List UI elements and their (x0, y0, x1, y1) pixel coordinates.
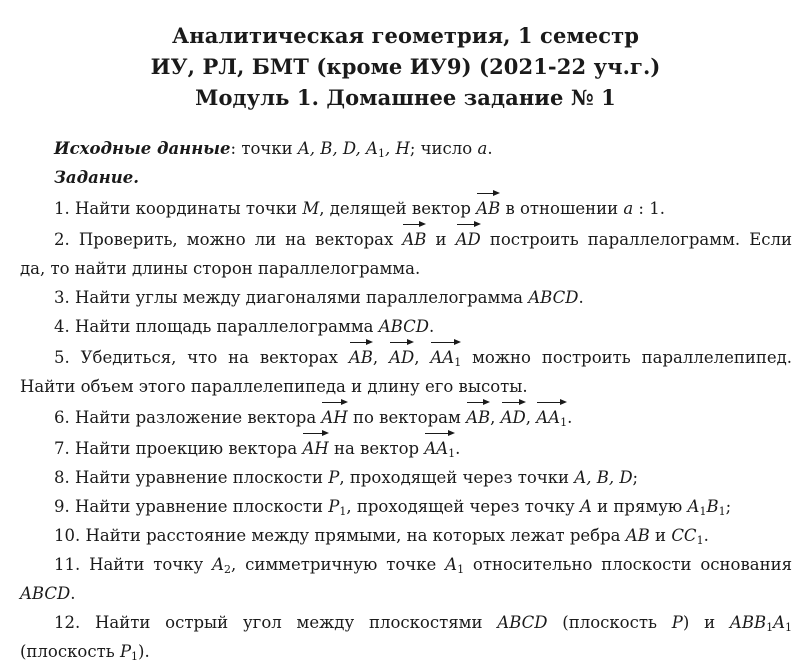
vector-aa1: $AA_1$ (430, 341, 461, 372)
course-title: Аналитическая геометрия, 1 семестр (172, 23, 639, 48)
vector-aa1: $AA_1$ (424, 432, 455, 463)
document-body (20, 134, 792, 666)
task-item-7: 7. Найти проекцию вектора AH на вектор $AA_1$. (20, 432, 792, 463)
task-item-11: 11. Найти точку $A_2$, симметричную точке $A_1$ относительно плоскости основания (54, 555, 792, 576)
vector-ab: AB (476, 192, 500, 223)
task-item-2: 2. Проверить, можно ли на векторах AB и AD построить параллелограмм. Если (20, 223, 792, 254)
task-label: Задание. (54, 168, 140, 187)
module-title: Модуль 1. Домашнее задание № 1 (195, 85, 616, 110)
document-header (0, 20, 811, 113)
vector-ab: AB (402, 223, 426, 254)
vector-ab: AB (466, 401, 490, 432)
task-label-line (20, 163, 792, 192)
given-points: A, B, D, $A_1$, H (297, 139, 410, 160)
vector-aa1: $AA_1$ (536, 401, 567, 432)
task-item-5: 5. Убедиться, что на векторах AB, AD, $AA_1$ можно построить параллелепипед. (20, 341, 792, 372)
groups-title: ИУ, РЛ, БМТ (кроме ИУ9) (2021-22 уч.г.) (150, 54, 661, 79)
given-label: Исходные данные (54, 139, 231, 158)
given-data-line: Исходные данные: точки A, B, D, $A_1$, H; число a. (54, 139, 493, 160)
task-item-12: 12. Найти острый угол между плоскостями ABCD (плоскость P) и $ABB_1A_1$ (54, 613, 792, 634)
task-item-1: 1. Найти координаты точки M, делящей вектор AB в отношении a : 1. (20, 192, 792, 223)
vector-ab: AB (349, 341, 373, 372)
task-item-8: 8. Найти уравнение плоскости P, проходящей через точки A, B, D; (54, 468, 639, 487)
vector-ad: AD (456, 223, 481, 254)
task-item-9: 9. Найти уравнение плоскости $P_1$, проходящей через точку A и прямую $A_1B_1$; (54, 497, 732, 518)
task-item-11-continuation: ABCD. (20, 584, 76, 603)
task-item-6: 6. Найти разложение вектора AH по векторам AB, AD, $AA_1$. (20, 401, 792, 432)
vector-ah: AH (321, 401, 347, 432)
task-item-10: 10. Найти расстояние между прямыми, на которых лежат ребра AB и $CC_1$. (54, 526, 709, 547)
vector-ah: AH (302, 432, 328, 463)
task-item-5-continuation: Найти объем этого параллелепипеда и длину его высоты. (20, 377, 528, 396)
task-item-4: 4. Найти площадь параллелограмма ABCD. (54, 317, 435, 336)
task-item-2-continuation: да, то найти длины сторон параллелограмма. (20, 259, 421, 278)
vector-ad: AD (501, 401, 526, 432)
task-item-3: 3. Найти углы между диагоналями параллелограмма ABCD. (54, 288, 584, 307)
task-item-12-continuation: (плоскость $P_1$). (20, 642, 150, 663)
vector-ad: AD (389, 341, 414, 372)
given-number: a (477, 139, 488, 158)
